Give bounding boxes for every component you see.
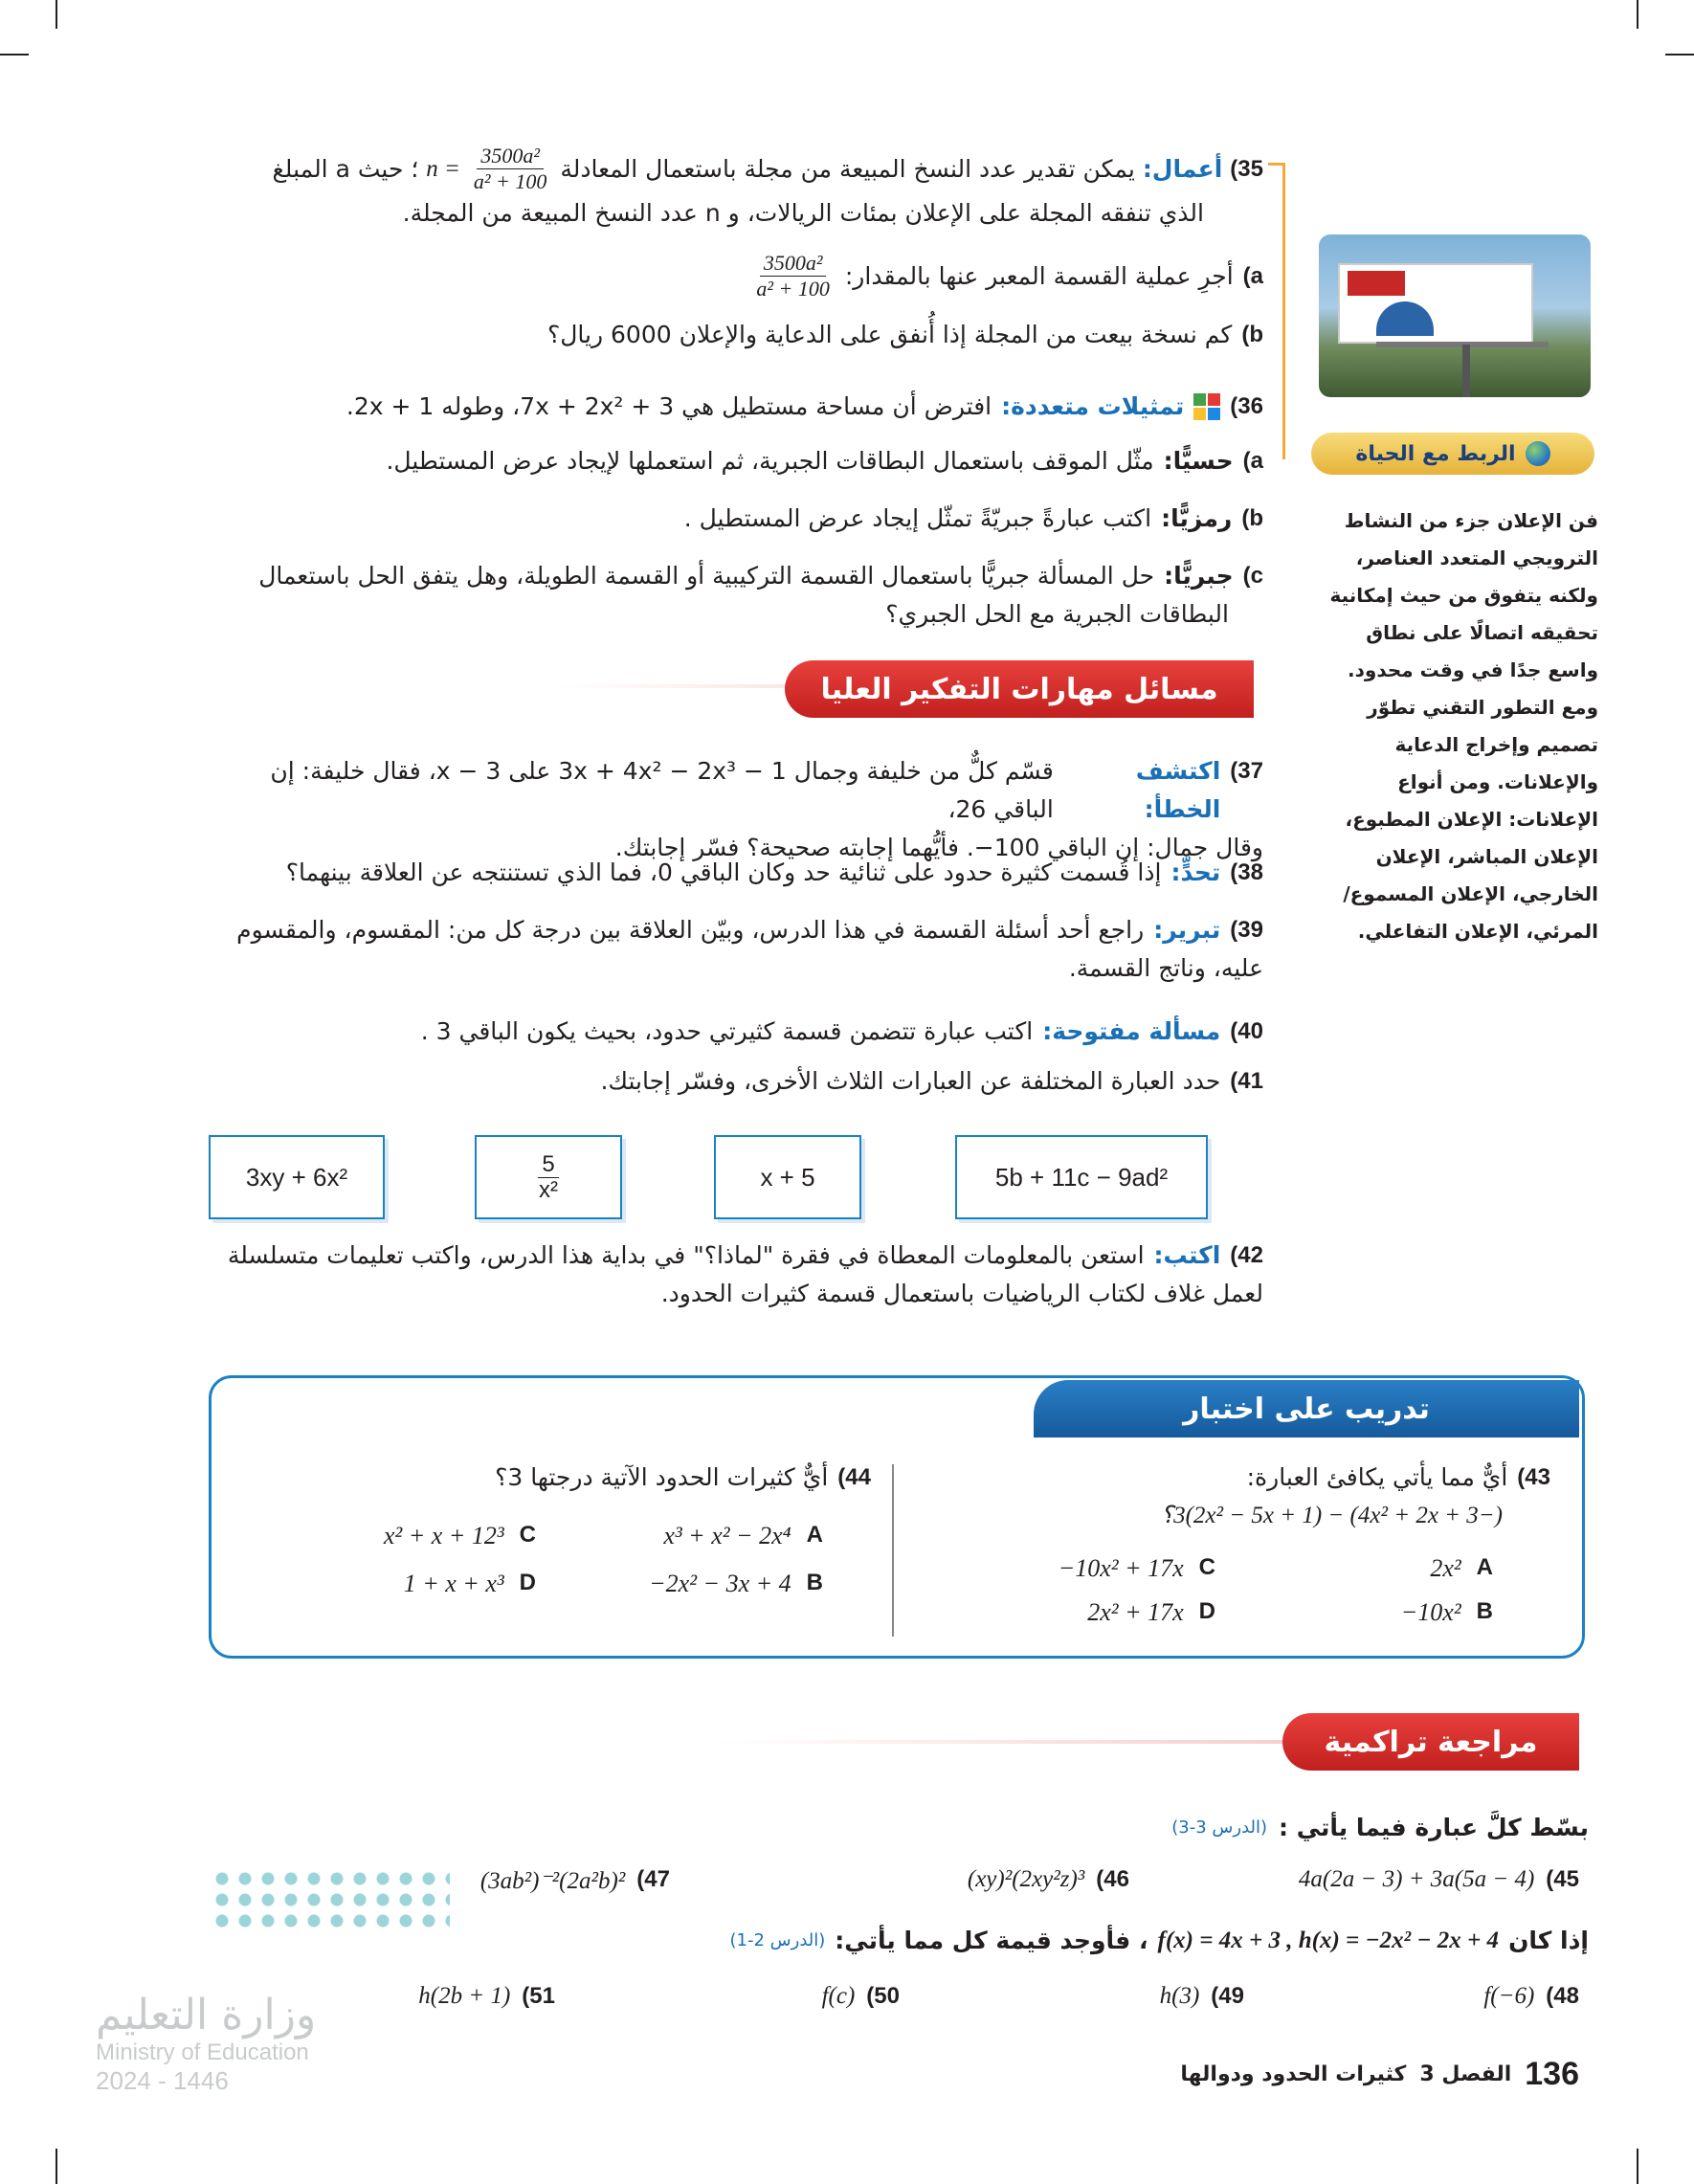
page-number: 136 (1525, 2056, 1579, 2092)
q43-option-C[interactable]: C −10x² + 17x (1058, 1554, 1215, 1582)
q44-option-B[interactable]: B −2x² − 3x + 4 (649, 1570, 823, 1597)
problem-42: 42) اكتب: استعن بالمعلومات المعطاة في فقرة "لماذا؟" في بداية هذا الدرس، واكتب تعليمات متسلسلة لعمل غلاف لكتاب الرياضيات باستعمال قسمة كثيرات الحدود. (227, 1241, 1263, 1307)
ministry-logo-dots (211, 1868, 450, 1935)
problem-40: 40) مسألة مفتوحة: اكتب عبارة تتضمن قسمة كثيرتي حدود، بحيث يكون الباقي 3 . (420, 1017, 1263, 1045)
magazine-equation: $\frac{\text{3500a²}}{\text{a² + 100}}$ (473, 144, 547, 193)
problem-38: 38) تحدٍّ: إذا قُسمت كثيرة حدود على ثنائية حد وكان الباقي 0، فما الذي تستنتجه عن العلاقة بينهما؟ (285, 858, 1263, 886)
globe-icon (1526, 441, 1550, 466)
crop-mark (1637, 2149, 1638, 2184)
q44-option-D[interactable]: D 1 + x + x³ (403, 1570, 536, 1597)
problem-36c: c) جبريًّا: حل المسألة جبريًّا باستعمال القسمة التركيبية أو القسمة الطويلة، وهل يتفق الحل باستعمال البطاقات الجبرية مع الحل الجبري؟ (258, 562, 1263, 628)
expression-card: x + 5 (714, 1135, 861, 1219)
question-43: 43) أيٌّ مما يأتي يكافئ العبارة: (−4x² + 2x + 3) − 3(2x² − 5x + 1)؟ (1160, 1463, 1550, 1528)
crop-mark (1637, 0, 1638, 29)
expression-card: 3xy + 6x² (209, 1135, 385, 1219)
life-connection-text: فن الإعلان جزء من النشاط الترويجي المتعدد العناصر، ولكنه يتفوق من حيث إمكانية تحقيقه اتصالًا على نطاق واسع جدًا في وقت محدود. ومع التطور التقني تطوّر تصميم وإخراج الدعاية والإعلانات. ومن أنواع الإعلانات: الإعلان المطبوع، الإعلان المباشر، الإعلان الخارجي، الإعلان المسموع/ المرئي، الإعلان التفاعلي. (1329, 509, 1598, 943)
problem-37: 37) اكتشف الخطأ: قسّم كلٌّ من خليفة وجمال 1 − 3x + 4x² − 2x³ على x − 3، فقال خليفة: إن الباقي 26، وقال جمال: إن الباقي 100−. فأيُّهما إجابته صحيحة؟ فسّر إجابتك. (270, 757, 1263, 861)
review-item-45: 45) 4a(2a − 3) + 3a(5a − 4) (1298, 1866, 1579, 1892)
review-item-46: 46) (xy)²(2xy²z)³ (967, 1866, 1129, 1892)
connector-line (1268, 163, 1285, 166)
review-item-48: 48) f(−6) (1483, 1983, 1579, 2009)
q43-option-D[interactable]: D 2x² + 17x (1087, 1598, 1215, 1626)
crop-mark (56, 0, 57, 29)
problem-36a: a) حسيًّا: مثّل الموقف باستعمال البطاقات الجبرية، ثم استعملها لإيجاد عرض المستطيل. (386, 447, 1263, 475)
column-divider (892, 1464, 894, 1637)
review-item-50: 50) f(c) (821, 1983, 900, 2009)
q43-option-B[interactable]: B −10x² (1400, 1598, 1493, 1626)
test-practice-banner: تدريب على اختبار (1034, 1380, 1579, 1437)
billboard-photo (1319, 234, 1591, 397)
expression-card: $\frac{5}{\text{x²}}$ (475, 1135, 622, 1219)
crop-mark (0, 54, 29, 56)
question-44: 44) أيٌّ كثيرات الحدود الآتية درجتها 3؟ (495, 1463, 871, 1491)
problem-35b: b) كم نسخة بيعت من المجلة إذا أُنفق على الدعاية والإعلان 6000 ريال؟ (546, 321, 1263, 348)
connector-line (1282, 163, 1285, 459)
page-footer: 136 الفصل 3 كثيرات الحدود ودوالها (1180, 2056, 1579, 2092)
problem-35: 35) أعمال: يمكن تقدير عدد النسخ المبيعة من مجلة باستعمال المعادلة $\frac{\text{3500a²}}{\text{a² + 100}}$ n = ؛ حيث a المبلغ الذي تنفقه المجلة على الإعلان بمئات الريالات، و n عدد النسخ المبيعة من المجلة. (272, 144, 1263, 227)
q43-option-A[interactable]: A 2x² (1430, 1554, 1493, 1582)
simplify-instruction: بسّط كلَّ عبارة فيما يأتي : (الدرس 3-3) (1171, 1814, 1589, 1841)
q44-option-A[interactable]: A x³ + x² − 2x⁴ (663, 1522, 823, 1549)
problem-39: 39) تبرير: راجع أحد أسئلة القسمة في هذا الدرس، وبيّن العلاقة بين درجة كل من: المقسوم، والمقسوم عليه، وناتج القسمة. (236, 916, 1263, 982)
problem-36b: b) رمزيًّا: اكتب عبارةً جبريّةً تمثّل إيجاد عرض المستطيل . (683, 504, 1263, 532)
problem-36: 36) تمثيلات متعددة: افترض أن مساحة مستطيل هي 3 + 7x + 2x²، وطوله 1 + 2x. (345, 392, 1263, 420)
multiple-representations-icon (1193, 393, 1220, 420)
crop-mark (1665, 54, 1694, 56)
review-item-49: 49) h(3) (1159, 1983, 1244, 2009)
hots-banner: مسائل مهارات التفكير العليا (785, 660, 1254, 718)
q44-option-C[interactable]: C x² + x + 12³ (383, 1522, 536, 1549)
life-connection-title: الربط مع الحياة (1311, 433, 1594, 475)
expression-card: 5b + 11c − 9ad² (955, 1135, 1208, 1219)
ministry-watermark: وزارة التعليم Ministry of Education 2024 - 1446 (96, 1991, 317, 2095)
problem-35a: a) أجرِ عملية القسمة المعبر عنها بالمقدار: $\frac{\text{3500a²}}{\text{a² + 100}}$ (756, 251, 1263, 301)
problem-41: 41) حدد العبارة المختلفة عن العبارات الثلاث الأخرى، وفسّر إجابتك. (600, 1067, 1263, 1095)
review-item-51: 51) h(2b + 1) (418, 1983, 555, 2009)
given-functions: إذا كان f(x) = 4x + 3 , h(x) = −2x² − 2x + 4 ، فأوجد قيمة كل مما يأتي: (الدرس 2-1) (729, 1927, 1589, 1954)
review-item-47: 47) (3ab²)⁻²(2a²b)² (479, 1866, 670, 1894)
crop-mark (56, 2149, 57, 2184)
cumulative-review-banner: مراجعة تراكمية (1282, 1713, 1579, 1771)
